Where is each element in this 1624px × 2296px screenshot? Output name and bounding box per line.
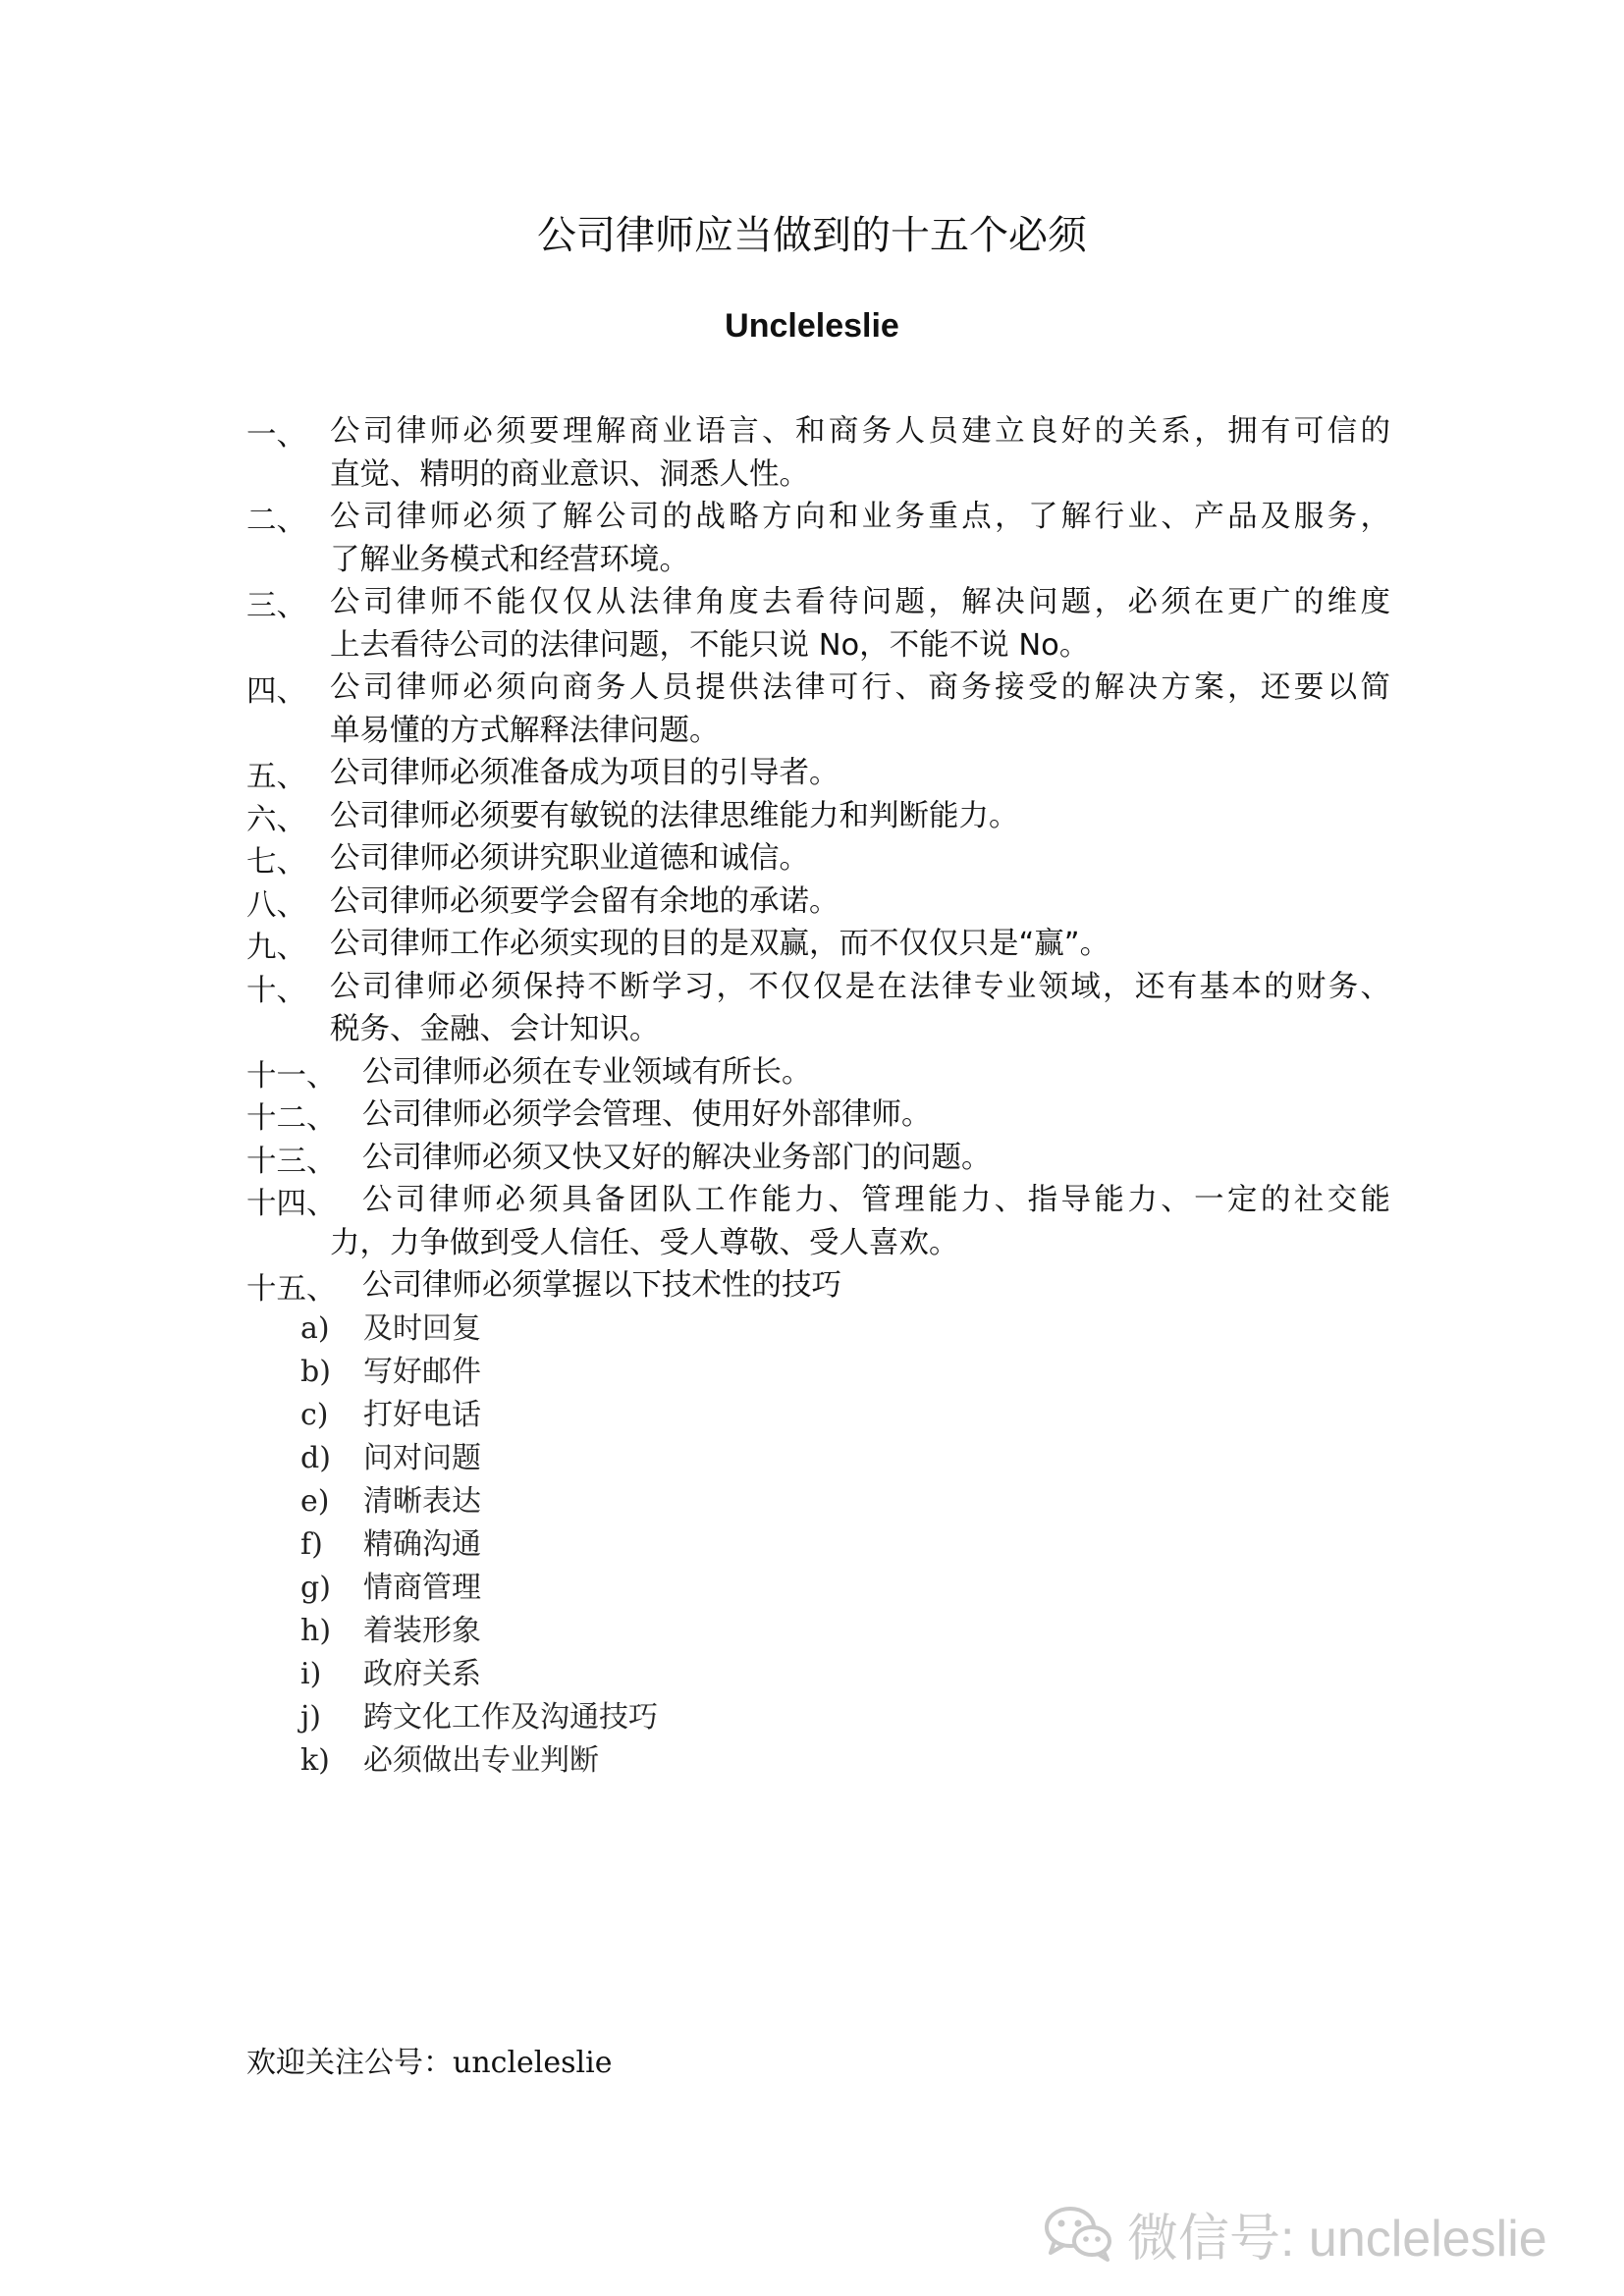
item-number: 二、 (246, 504, 306, 538)
item-number: 四、 (246, 674, 306, 709)
item-number: 十五、 (246, 1272, 337, 1307)
list-item (246, 496, 1390, 581)
item-text (330, 923, 1390, 966)
item-text-line: 上去看待公司的法律问题，不能只说 No，不能不说 No。 (330, 627, 1090, 663)
list-item (246, 752, 1390, 795)
sub-list-item (300, 1523, 890, 1567)
item-number: 五、 (246, 760, 306, 794)
list-item (246, 881, 1390, 924)
sub-item-letter: b) (300, 1355, 331, 1389)
item-text-line: 公司律师必须了解公司的战略方向和业务重点，了解行业、产品及服务， (330, 500, 1390, 534)
sub-list-item (300, 1351, 890, 1394)
item-text-line: 公司律师必须讲究职业道德和诚信。 (330, 841, 809, 876)
list-item (246, 795, 1390, 838)
sub-item-letter: c) (300, 1398, 329, 1432)
item-text-line: 直觉、精明的商业意识、洞悉人性。 (330, 456, 809, 492)
list-item (246, 1264, 1390, 1308)
item-number: 一、 (246, 418, 306, 453)
item-text-line: 公司律师不能仅仅从法律角度去看待问题，解决问题，必须在更广的维度 (330, 585, 1390, 619)
sub-item-letter: a) (300, 1311, 330, 1346)
list-item (246, 923, 1390, 966)
item-text (330, 581, 1390, 667)
sub-item-text: 着装形象 (363, 1614, 481, 1648)
item-text-line: 公司律师必须掌握以下技术性的技巧 (362, 1268, 841, 1303)
item-number: 十、 (246, 973, 306, 1008)
list-item (246, 1094, 1390, 1137)
sub-item-text: 清晰表达 (363, 1484, 481, 1519)
item-text-line: 公司律师必须学会管理、使用好外部律师。 (362, 1097, 932, 1132)
item-text-line: 公司律师必须具备团队工作能力、管理能力、指导能力、一定的社交能 (362, 1183, 1390, 1217)
author-name: Uncleleslie (725, 307, 899, 345)
item-text-line: 税务、金融、会计知识。 (330, 1012, 660, 1046)
list-item (246, 1051, 1390, 1095)
item-text-line: 公司律师必须要理解商业语言、和商务人员建立良好的关系，拥有可信的 (330, 414, 1390, 449)
item-text-line: 公司律师必须保持不断学习，不仅仅是在法律专业领域，还有基本的财务、 (330, 969, 1390, 1004)
sub-item-letter: e) (300, 1484, 330, 1519)
item-text-line: 公司律师必须又快又好的解决业务部门的问题。 (362, 1140, 992, 1175)
page-title: 公司律师应当做到的十五个必须 (537, 213, 1087, 258)
list-item (246, 966, 1390, 1051)
item-text (330, 881, 1390, 924)
sub-item-letter: j) (300, 1700, 322, 1735)
item-text (330, 752, 1390, 795)
item-text (330, 410, 1390, 496)
sub-item-text: 情商管理 (363, 1571, 481, 1605)
item-text-line: 公司律师必须在专业领域有所长。 (362, 1054, 812, 1090)
sub-item-letter: i) (300, 1657, 322, 1691)
sub-item-text: 及时回复 (363, 1311, 481, 1346)
list-item (246, 1137, 1390, 1180)
item-text (330, 667, 1390, 752)
item-text (330, 496, 1390, 581)
sub-list-item (300, 1567, 890, 1610)
item-text-line: 公司律师必须要有敏锐的法律思维能力和判断能力。 (330, 798, 1019, 833)
item-number: 十一、 (246, 1058, 337, 1094)
item-text-line: 公司律师必须要学会留有余地的承诺。 (330, 883, 839, 919)
item-number: 十二、 (246, 1101, 337, 1136)
item-text (362, 1264, 1390, 1308)
sub-list-item (300, 1308, 890, 1351)
watermark (1043, 2199, 1593, 2268)
list-item (246, 1179, 1390, 1264)
follow-text: 欢迎关注公号：uncleleslie (246, 2046, 613, 2080)
sub-item-text: 写好邮件 (363, 1355, 481, 1389)
sub-item-letter: f) (300, 1527, 323, 1562)
item-number: 七、 (246, 845, 306, 880)
list-item (246, 581, 1390, 667)
sub-list-item (300, 1739, 890, 1783)
sub-list-item (300, 1394, 890, 1437)
item-text-line: 了解业务模式和经营环境。 (330, 542, 689, 577)
sub-list-item (300, 1480, 890, 1523)
item-text (330, 837, 1390, 881)
item-text (330, 966, 1390, 1051)
sub-item-text: 打好电话 (363, 1398, 481, 1432)
list-item (246, 837, 1390, 881)
item-text (362, 1094, 1390, 1137)
item-text (330, 795, 1390, 838)
sub-list-item (300, 1610, 890, 1653)
sub-item-letter: d) (300, 1441, 331, 1475)
sub-item-text: 跨文化工作及沟通技巧 (363, 1700, 658, 1735)
numbered-list (246, 410, 1390, 1308)
item-text (362, 1051, 1390, 1095)
sub-item-letter: h) (300, 1614, 332, 1648)
item-text-line: 公司律师必须向商务人员提供法律可行、商务接受的解决方案，还要以简 (330, 670, 1390, 705)
wechat-icon (1043, 2204, 1113, 2263)
sub-item-letter: k) (300, 1743, 330, 1778)
item-text-line: 力，力争做到受人信任、受人尊敬、受人喜欢。 (330, 1225, 959, 1260)
sub-list-item (300, 1653, 890, 1696)
item-text (362, 1137, 1390, 1180)
watermark-text: 微信号: uncleleslie (1127, 2210, 1547, 2268)
item-text-line: 公司律师必须准备成为项目的引导者。 (330, 756, 839, 790)
item-number: 十四、 (246, 1187, 337, 1221)
item-number: 九、 (246, 931, 306, 965)
item-number: 八、 (246, 887, 306, 923)
sub-item-letter: g) (300, 1571, 331, 1605)
item-text (330, 1179, 1390, 1264)
item-number: 三、 (246, 589, 306, 623)
sub-item-text: 问对问题 (363, 1441, 481, 1475)
sub-item-text: 精确沟通 (363, 1527, 481, 1562)
sub-list (300, 1308, 890, 1783)
list-item (246, 667, 1390, 752)
item-number: 六、 (246, 802, 306, 837)
sub-item-text: 必须做出专业判断 (363, 1743, 599, 1778)
sub-item-text: 政府关系 (363, 1657, 481, 1691)
item-number: 十三、 (246, 1144, 337, 1179)
sub-list-item (300, 1696, 890, 1739)
list-item (246, 410, 1390, 496)
item-text-line: 单易懂的方式解释法律问题。 (330, 713, 720, 748)
sub-list-item (300, 1437, 890, 1480)
item-text-line: 公司律师工作必须实现的目的是双赢，而不仅仅只是“赢”。 (330, 927, 1110, 961)
